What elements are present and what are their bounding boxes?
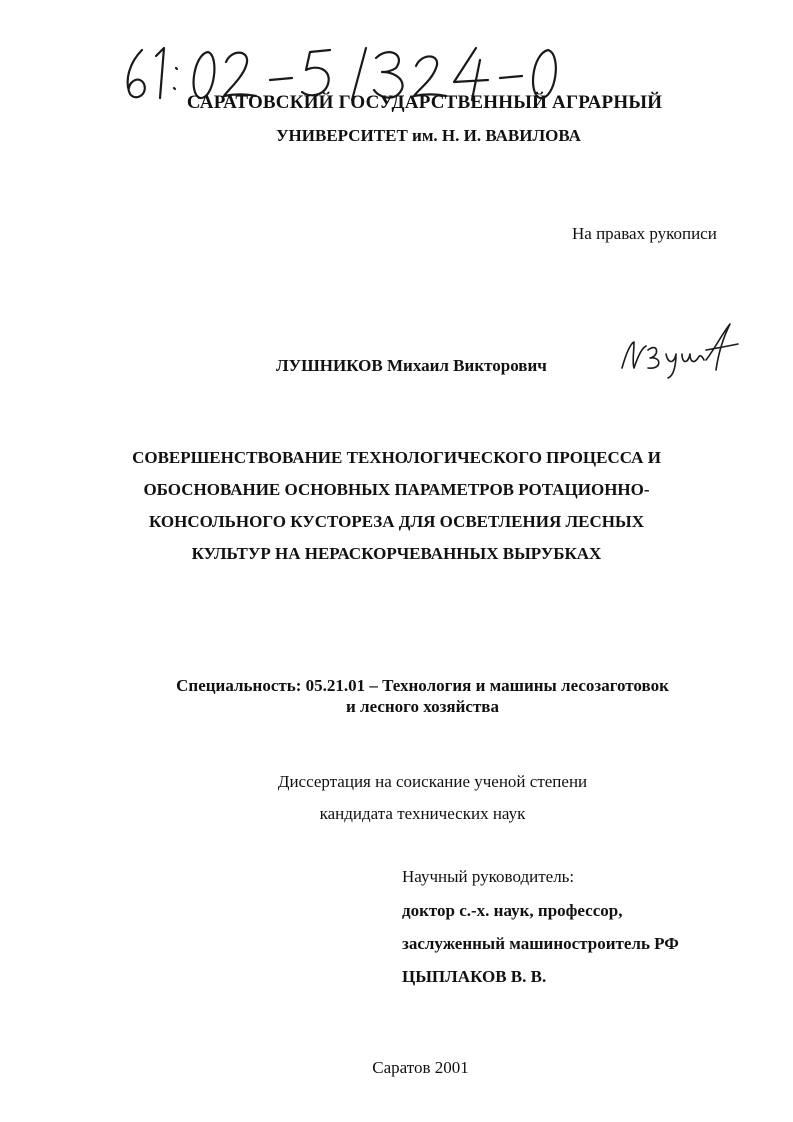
author-surname: ЛУШНИКОВ	[276, 356, 383, 375]
city-year: Саратов 2001	[372, 1058, 469, 1077]
dissertation-title-line-2: ОБОСНОВАНИЕ ОСНОВНЫХ ПАРАМЕТРОВ РОТАЦИОННО-	[143, 480, 650, 499]
author-given-names: Михаил Викторович	[386, 356, 547, 375]
supervisor-honorific: заслуженный машиностроитель РФ	[402, 934, 679, 953]
author-signature	[618, 320, 742, 380]
supervisor-degree: доктор с.-х. наук, профессор,	[402, 901, 623, 920]
organization-line-1: САРАТОВСКИЙ ГОСУДАРСТВЕННЫЙ АГРАРНЫЙ	[186, 92, 663, 113]
specialty-line-1: Специальность: 05.21.01 – Технология и машины лесозаготовок	[176, 676, 669, 695]
rights-note: На правах рукописи	[572, 224, 717, 243]
supervisor-label: Научный руководитель:	[402, 867, 575, 886]
author-name	[276, 356, 547, 376]
supervisor-name: ЦЫПЛАКОВ В. В.	[402, 967, 547, 986]
organization-line-2: УНИВЕРСИТЕТ им. Н. И. ВАВИЛОВА	[276, 126, 581, 145]
dissertation-type-line-2: кандидата технических наук	[319, 804, 526, 823]
specialty-line-2: и лесного хозяйства	[346, 697, 499, 716]
signature-drawing	[618, 320, 742, 380]
dissertation-title-line-1: СОВЕРШЕНСТВОВАНИЕ ТЕХНОЛОГИЧЕСКОГО ПРОЦЕССА И	[132, 448, 661, 467]
dissertation-title-line-3: КОНСОЛЬНОГО КУСТОРЕЗА ДЛЯ ОСВЕТЛЕНИЯ ЛЕСНЫХ	[149, 512, 644, 531]
dissertation-title-line-4: КУЛЬТУР НА НЕРАСКОРЧЕВАННЫХ ВЫРУБКАХ	[191, 544, 602, 563]
dissertation-type-line-1: Диссертация на соискание ученой степени	[277, 772, 588, 791]
